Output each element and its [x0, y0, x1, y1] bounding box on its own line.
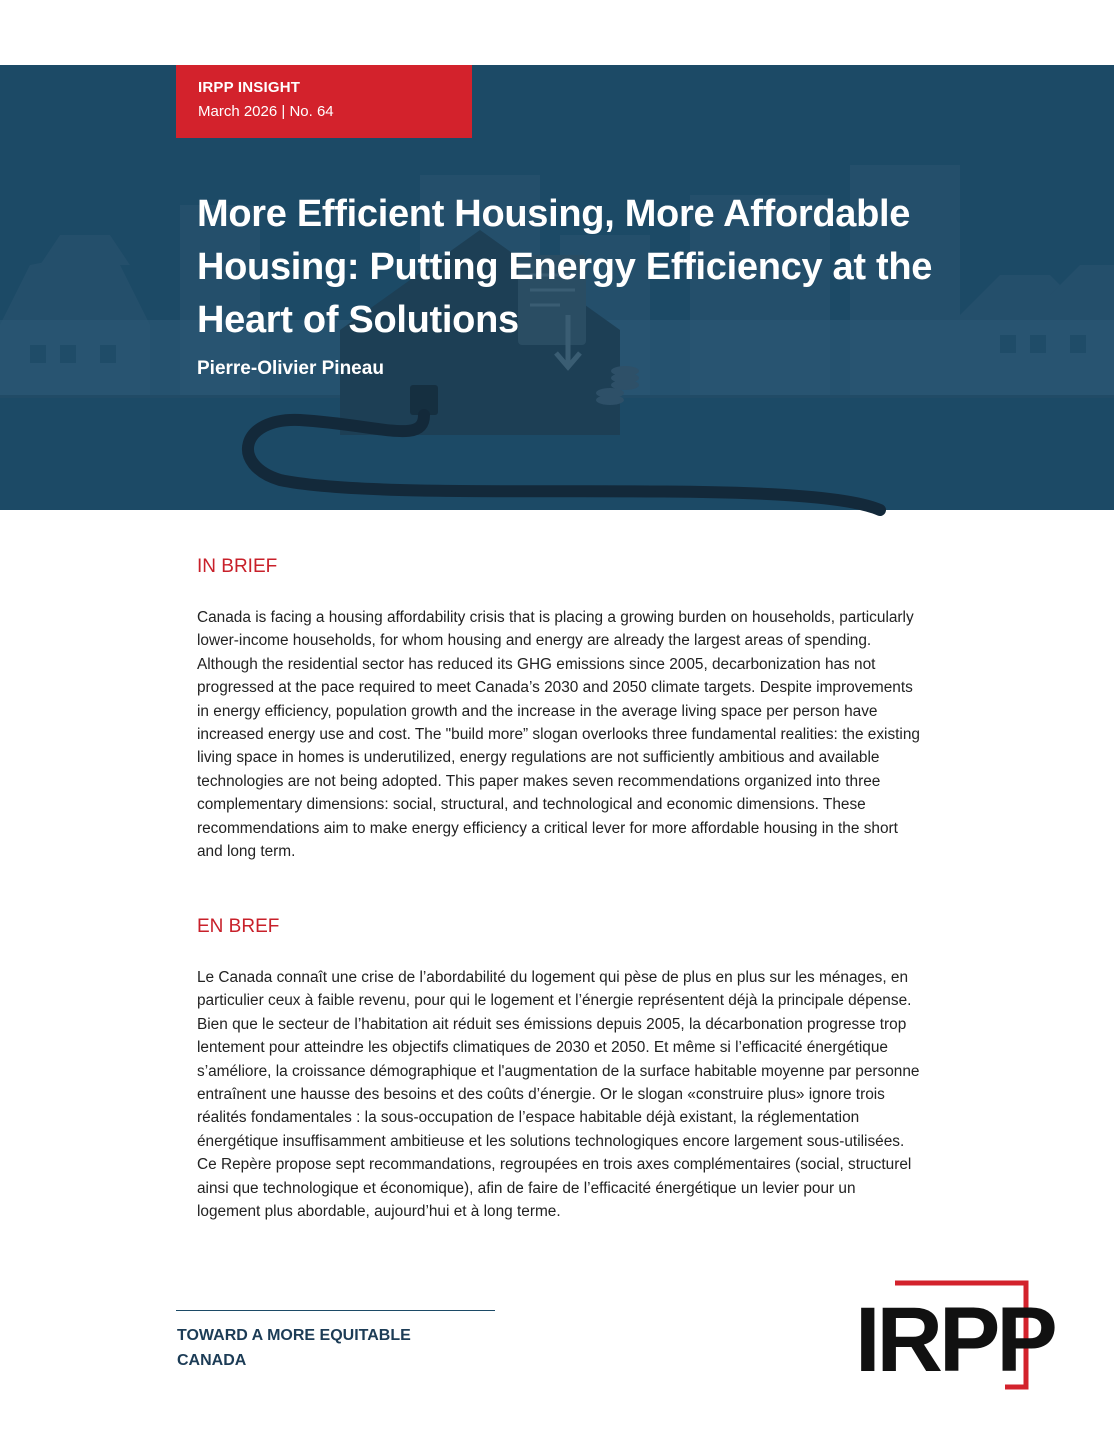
in-brief-heading: IN BRIEF [197, 556, 278, 577]
footer-divider [176, 1310, 495, 1311]
author-name: Pierre-Olivier Pineau [197, 358, 384, 379]
in-brief-text: Canada is facing a housing affordability crisis that is placing a growing burden on households, particularly lower-income households, for whom housing and energy are already the largest areas of spending. Although the residential sector has reduced its GHG emissions since 2005, decarbonization has not progressed at the pace required to meet Canada’s 2030 and 2050 climate targets. Despite improvements in energy efficiency, population growth and the increase in the average living space per person have increased energy use and cost. The "build more” slogan overlooks three fundamental realities: the existing living space in homes is underutilized, energy regulations are not sufficiently ambitious and available technologies are not being adopted. This paper makes seven recommendations organized into three complementary dimensions: social, structural, and technological and economic dimensions. These recommendations aim to make energy efficiency a critical lever for more affordable housing in the short and long term. [197, 609, 920, 861]
footer-tagline [177, 1323, 411, 1373]
en-bref-text: Le Canada connaît une crise de l’abordabilité du logement qui pèse de plus en plus sur les ménages, en particulier ceux à faible revenu, pour qui le logement et l’énergie représentent déjà la principale dépense. Bien que le secteur de l’habitation ait réduit ses émissions depuis 2005, la décarbonation progresse trop lentement pour atteindre les objectifs climatiques de 2030 et 2050. Et même si l’efficacité énergétique s’améliore, la croissance démographique et l'augmentation de la surface habitable moyenne par personne entraînent une hausse des besoins et des coûts d’énergie. Or le slogan «construire plus» ignore trois réalités fondamentales : la sous-occupation de l’espace habitable déjà existant, la réglementation énergétique insuffisamment ambitieuse et les solutions technologiques encore largement sous-utilisées. Ce Repère propose sept recommandations, regroupées en trois axes complémentaires (social, structurel ainsi que technologique et économique), afin de faire de l’efficacité énergétique un levier pour un logement plus abordable, aujourd’hui et à long terme. [197, 969, 920, 1221]
logo-text: IRPP [855, 1289, 1054, 1391]
series-name: IRPP INSIGHT [198, 79, 301, 96]
irpp-logo [855, 1279, 1054, 1391]
tagline-line-2: CANADA [177, 1352, 247, 1369]
issue-date: March 2026 | No. 64 [198, 103, 334, 120]
tagline-line-1: TOWARD A MORE EQUITABLE [177, 1327, 411, 1344]
page-title: More Efficient Housing, More Affordable Housing: Putting Energy Efficiency at the Heart of Solutions [197, 193, 933, 341]
series-tag [176, 65, 472, 138]
en-bref-heading: EN BREF [197, 916, 280, 937]
